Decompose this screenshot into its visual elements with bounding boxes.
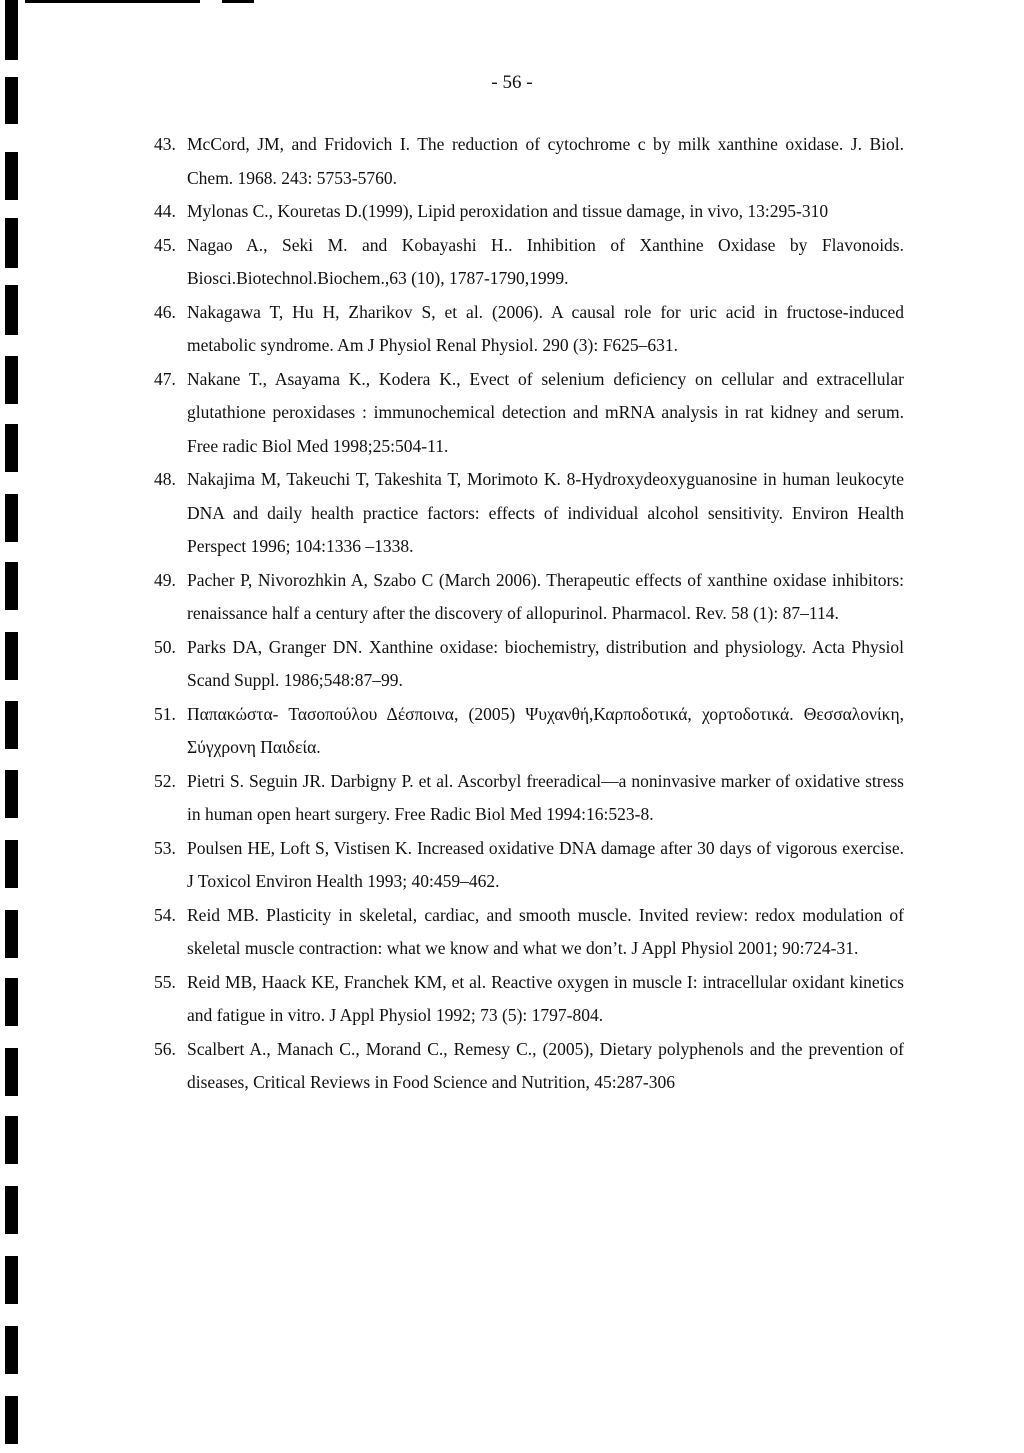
reference-item xyxy=(154,296,904,363)
reference-item xyxy=(154,698,904,765)
reference-number: 56. xyxy=(154,1038,176,1059)
page-number xyxy=(0,72,1024,94)
reference-item xyxy=(154,363,904,464)
reference-number: 52. xyxy=(154,770,176,791)
reference-text: Poulsen HE, Loft S, Vistisen K. Increased oxidative DNA damage after 30 days of vigorous exercise. J Toxicol Environ Health 1993; 40:459–462. xyxy=(187,837,904,891)
edge-mark xyxy=(5,0,18,60)
reference-text: Nagao A., Seki M. and Kobayashi H.. Inhibition of Xanthine Oxidase by Flavonoids. Biosci.Biotechnol.Biochem.,63 (10), 1787-1790,1999. xyxy=(187,234,904,288)
edge-mark xyxy=(5,632,18,680)
reference-item xyxy=(154,195,904,229)
reference-text: Reid MB, Haack KE, Franchek KM, et al. Reactive oxygen in muscle I: intracellular oxidant kinetics and fatigue in vitro. J Appl Physiol 1992; 73 (5): 1797-804. xyxy=(187,971,904,1025)
edge-mark xyxy=(5,1326,18,1374)
reference-text: Παπακώστα- Τασοπούλου Δέσποινα, (2005) Ψυχανθή,Καρποδοτικά, χορτοδοτικά. Θεσσαλονίκη, Σύγχρονη Παιδεία. xyxy=(187,703,904,757)
reference-text: Nakane T., Asayama K., Kodera K., Evect of selenium deficiency on cellular and extracellular glutathione peroxidases : immunochemical detection and mRNA analysis in rat kidney and serum. Free radic Biol Med 1998;25:504-11. xyxy=(187,368,904,456)
reference-text: Pietri S. Seguin JR. Darbigny P. et al. Ascorbyl freeradical—a noninvasive marker of oxidative stress in human open heart surgery. Free Radic Biol Med 1994:16:523-8. xyxy=(187,770,904,824)
reference-number: 47. xyxy=(154,368,176,389)
reference-item xyxy=(154,229,904,296)
edge-mark xyxy=(5,1048,18,1096)
reference-number: 51. xyxy=(154,703,176,724)
reference-text: Nakagawa T, Hu H, Zharikov S, et al. (2006). A causal role for uric acid in fructose-induced metabolic syndrome. Am J Physiol Renal Physiol. 290 (3): F625–631. xyxy=(187,301,904,355)
edge-mark xyxy=(5,770,18,818)
top-scan-rule xyxy=(222,0,254,3)
edge-mark xyxy=(5,978,18,1026)
reference-item xyxy=(154,631,904,698)
reference-number: 50. xyxy=(154,636,176,657)
reference-number: 54. xyxy=(154,904,176,925)
reference-item xyxy=(154,564,904,631)
reference-number: 55. xyxy=(154,971,176,992)
reference-number: 45. xyxy=(154,234,176,255)
reference-text: McCord, JM, and Fridovich I. The reduction of cytochrome c by milk xanthine oxidase. J. Biol. Chem. 1968. 243: 5753-5760. xyxy=(187,134,904,188)
reference-text: Scalbert A., Manach C., Morand C., Remesy C., (2005), Dietary polyphenols and the prevention of diseases, Critical Reviews in Food Science and Nutrition, 45:287-306 xyxy=(187,1038,904,1092)
reference-text: Pacher P, Nivorozhkin A, Szabo C (March 2006). Therapeutic effects of xanthine oxidase inhibitors: renaissance half a century after the discovery of allopurinol. Pharmacol. Rev. 58 (1): 87–114. xyxy=(187,569,904,623)
reference-item xyxy=(154,966,904,1033)
edge-mark xyxy=(5,285,18,335)
reference-item xyxy=(154,1033,904,1100)
edge-mark xyxy=(5,1186,18,1234)
reference-text: Parks DA, Granger DN. Xanthine oxidase: biochemistry, distribution and physiology. Acta Physiol Scand Suppl. 1986;548:87–99. xyxy=(187,636,904,690)
edge-mark xyxy=(5,494,18,542)
reference-number: 44. xyxy=(154,201,176,221)
top-scan-rule xyxy=(25,0,200,3)
edge-mark xyxy=(5,910,18,958)
reference-number: 43. xyxy=(154,134,176,154)
edge-mark xyxy=(5,356,18,404)
reference-number: 49. xyxy=(154,569,176,590)
reference-number: 48. xyxy=(154,469,176,489)
edge-mark xyxy=(5,1396,18,1444)
edge-mark xyxy=(5,701,18,749)
reference-item xyxy=(154,765,904,832)
edge-mark xyxy=(5,218,18,268)
page-number-text: - 56 - xyxy=(491,72,533,93)
reference-text: Mylonas C., Kouretas D.(1999), Lipid peroxidation and tissue damage, in vivo, 13:295-310 xyxy=(187,201,829,221)
reference-text: Reid MB. Plasticity in skeletal, cardiac, and smooth muscle. Invited review: redox modulation of skeletal muscle contraction: what we know and what we don’t. J Appl Physiol 2001; 90:724-31. xyxy=(187,904,904,958)
edge-mark xyxy=(5,562,18,610)
edge-mark xyxy=(5,840,18,888)
reference-item xyxy=(154,899,904,966)
reference-item xyxy=(154,463,904,564)
reference-item xyxy=(154,128,904,195)
edge-mark xyxy=(5,1256,18,1304)
reference-item xyxy=(154,832,904,899)
reference-list xyxy=(154,128,904,1100)
edge-mark xyxy=(5,152,18,200)
edge-mark xyxy=(5,1116,18,1164)
edge-mark xyxy=(5,424,18,472)
reference-number: 46. xyxy=(154,301,176,322)
reference-number: 53. xyxy=(154,837,176,858)
reference-text: Nakajima M, Takeuchi T, Takeshita T, Morimoto K. 8-Hydroxydeoxyguanosine in human leukocyte DNA and daily health practice factors: effects of individual alcohol sensitivity. Environ Health Perspect 1996; 104:1336 –1338. xyxy=(187,469,904,556)
